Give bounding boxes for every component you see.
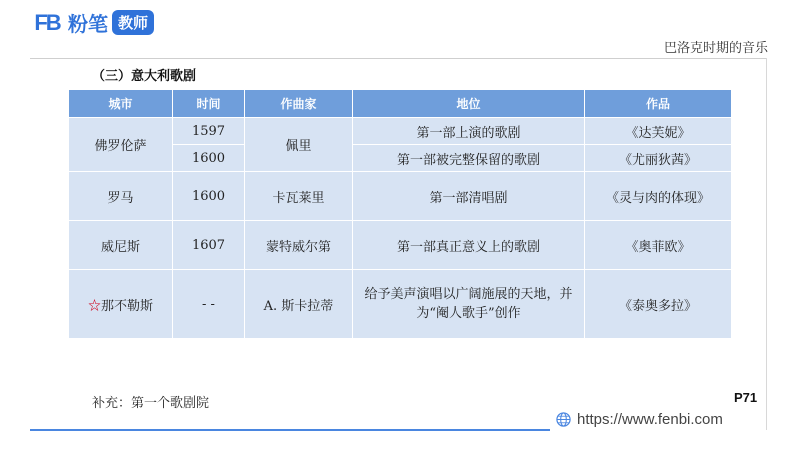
brand-badge: 教师	[112, 10, 154, 35]
cell-status: 第一部真正意义上的歌剧	[353, 221, 585, 270]
cell-status: 第一部被完整保留的歌剧	[353, 145, 585, 172]
cell-city-label: 那不勒斯	[101, 298, 154, 314]
globe-icon	[556, 412, 571, 427]
cell-city: 罗马	[69, 172, 173, 221]
cell-status: 给予美声演唱以广阔施展的天地，并为“阉人歌手”创作	[353, 270, 585, 339]
cell-status: 第一部上演的歌剧	[353, 118, 585, 145]
col-header-time: 时间	[173, 90, 245, 118]
cell-status: 第一部清唱剧	[353, 172, 585, 221]
footer-link[interactable]	[556, 411, 723, 428]
frame-right-divider	[766, 58, 767, 430]
col-header-status: 地位	[353, 90, 585, 118]
cell-city: 威尼斯	[69, 221, 173, 270]
frame-top-divider	[30, 58, 766, 59]
cell-work: 《奥菲欧》	[585, 221, 732, 270]
footer-accent-bar	[30, 429, 550, 431]
col-header-city: 城市	[69, 90, 173, 118]
cell-composer: 蒙特威尔第	[245, 221, 353, 270]
section-title: （三）意大利歌剧	[92, 69, 197, 84]
page-number: P71	[734, 390, 758, 405]
cell-year: 1600	[173, 172, 245, 221]
cell-work: 《泰奥多拉》	[585, 270, 732, 339]
col-header-work: 作品	[585, 90, 732, 118]
table-row	[69, 270, 732, 339]
cell-year: 1607	[173, 221, 245, 270]
brand-logo	[30, 8, 154, 37]
cell-year: 1597	[173, 118, 245, 145]
table-row	[69, 118, 732, 145]
supplement-note: 补充：第一个歌剧院	[92, 396, 210, 411]
cell-city	[69, 270, 173, 339]
cell-work: 《灵与肉的体现》	[585, 172, 732, 221]
col-header-composer: 作曲家	[245, 90, 353, 118]
cell-work: 《达芙妮》	[585, 118, 732, 145]
cell-city: 佛罗伦萨	[69, 118, 173, 172]
table-row	[69, 172, 732, 221]
cell-composer: A. 斯卡拉蒂	[245, 270, 353, 339]
fenbi-logo-icon: FB	[34, 9, 60, 35]
cell-composer: 卡瓦莱里	[245, 172, 353, 221]
brand-name: 粉笔	[68, 12, 108, 36]
footer-url: https://www.fenbi.com	[577, 411, 723, 428]
cell-composer: 佩里	[245, 118, 353, 172]
course-title: 巴洛克时期的音乐	[663, 41, 768, 56]
table-row	[69, 221, 732, 270]
table-header-row	[69, 90, 732, 118]
cell-year: 1600	[173, 145, 245, 172]
star-icon: ☆	[87, 298, 101, 314]
cell-work: 《尤丽狄茜》	[585, 145, 732, 172]
opera-table	[68, 89, 732, 339]
cell-year: - -	[173, 270, 245, 339]
